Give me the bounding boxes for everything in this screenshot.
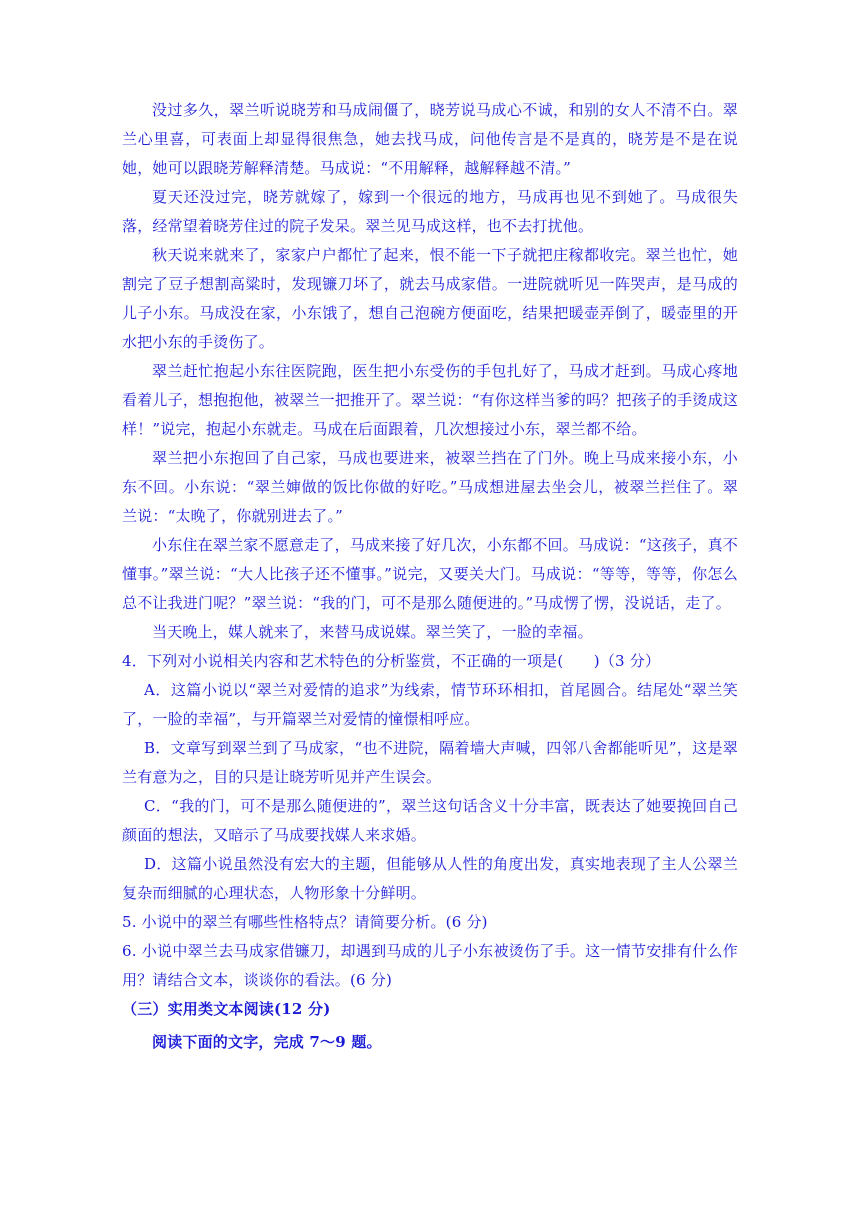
- story-paragraph: 秋天说来就来了，家家户户都忙了起来，恨不能一下子就把庄稼都收完。翠兰也忙，她割完了豆子想割高粱时，发现镰刀坏了，就去马成家借。一进院就听见一阵哭声，是马成的儿子小东。马成没在家，小东饿了，想自己泡碗方便面吃，结果把暖壶弄倒了，暖壶里的开水把小东的手烫伤了。: [122, 246, 738, 351]
- question-4-option-b: B．文章写到翠兰到了马成家，“也不进院，隔着墙大声喊，四邻八舍都能听见”，这是翠兰有意为之，目的只是让晓芳听见并产生误会。: [122, 739, 738, 786]
- story-paragraph: 翠兰赶忙抱起小东往医院跑，医生把小东受伤的手包扎好了，马成才赶到。马成心疼地看着儿子，想抱抱他，被翠兰一把推开了。翠兰说：“有你这样当爹的吗？把孩子的手烫成这样！”说完，抱起小东就走。马成在后面跟着，几次想接过小东，翠兰都不给。: [122, 362, 738, 438]
- question-4-option-c: C．“我的门，可不是那么随便进的”，翠兰这句话含义十分丰富，既表达了她要挽回自己颜面的想法，又暗示了马成要找媒人来求婚。: [122, 797, 738, 844]
- document-page: [122, 96, 738, 1057]
- story-paragraph: 当天晚上，媒人就来了，来替马成说媒。翠兰笑了，一脸的幸福。: [152, 623, 593, 641]
- question-4-option-a: A．这篇小说以“翠兰对爱情的追求”为线索，情节环环相扣，首尾圆合。结尾处“翠兰笑了，一脸的幸福”，与开篇翠兰对爱情的憧憬相呼应。: [122, 681, 738, 728]
- story-paragraph: 没过多久，翠兰听说晓芳和马成闹僵了，晓芳说马成心不诚，和别的女人不清不白。翠兰心里喜，可表面上却显得很焦急，她去找马成，问他传言是不是真的，晓芳是不是在说她，她可以跟晓芳解释清楚。马成说：“不用解释，越解释越不清。”: [122, 101, 738, 177]
- section-3-title: （三）实用类文本阅读(12 分): [122, 1000, 331, 1018]
- question-4-stem: 4．下列对小说相关内容和艺术特色的分析鉴赏，不正确的一项是( )（3 分）: [122, 652, 661, 670]
- section-3-instruction: 阅读下面的文字，完成 7～9 题。: [152, 1033, 382, 1051]
- story-paragraph: 小东住在翠兰家不愿意走了，马成来接了好几次，小东都不回。马成说：“这孩子，真不懂事。”翠兰说：“大人比孩子还不懂事。”说完，又要关大门。马成说：“等等，等等，你怎么总不让我进门呢？”翠兰说：“我的门，可不是那么随便进的。”马成愣了愣，没说话，走了。: [122, 536, 738, 612]
- story-paragraph: 夏天还没过完，晓芳就嫁了，嫁到一个很远的地方，马成再也见不到她了。马成很失落，经常望着晓芳住过的院子发呆。翠兰见马成这样，也不去打扰他。: [122, 188, 738, 235]
- question-6: 6. 小说中翠兰去马成家借镰刀，却遇到马成的儿子小东被烫伤了手。这一情节安排有什么作用？请结合文本，谈谈你的看法。(6 分): [122, 942, 738, 989]
- question-4-option-d: D．这篇小说虽然没有宏大的主题，但能够从人性的角度出发，真实地表现了主人公翠兰复杂而细腻的心理状态，人物形象十分鲜明。: [122, 855, 738, 902]
- story-paragraph: 翠兰把小东抱回了自己家，马成也要进来，被翠兰挡在了门外。晚上马成来接小东，小东不回。小东说：“翠兰婶做的饭比你做的好吃。”马成想进屋去坐会儿，被翠兰拦住了。翠兰说：“太晚了，你就别进去了。”: [122, 449, 738, 525]
- question-5: 5. 小说中的翠兰有哪些性格特点？请简要分析。(6 分): [122, 913, 488, 931]
